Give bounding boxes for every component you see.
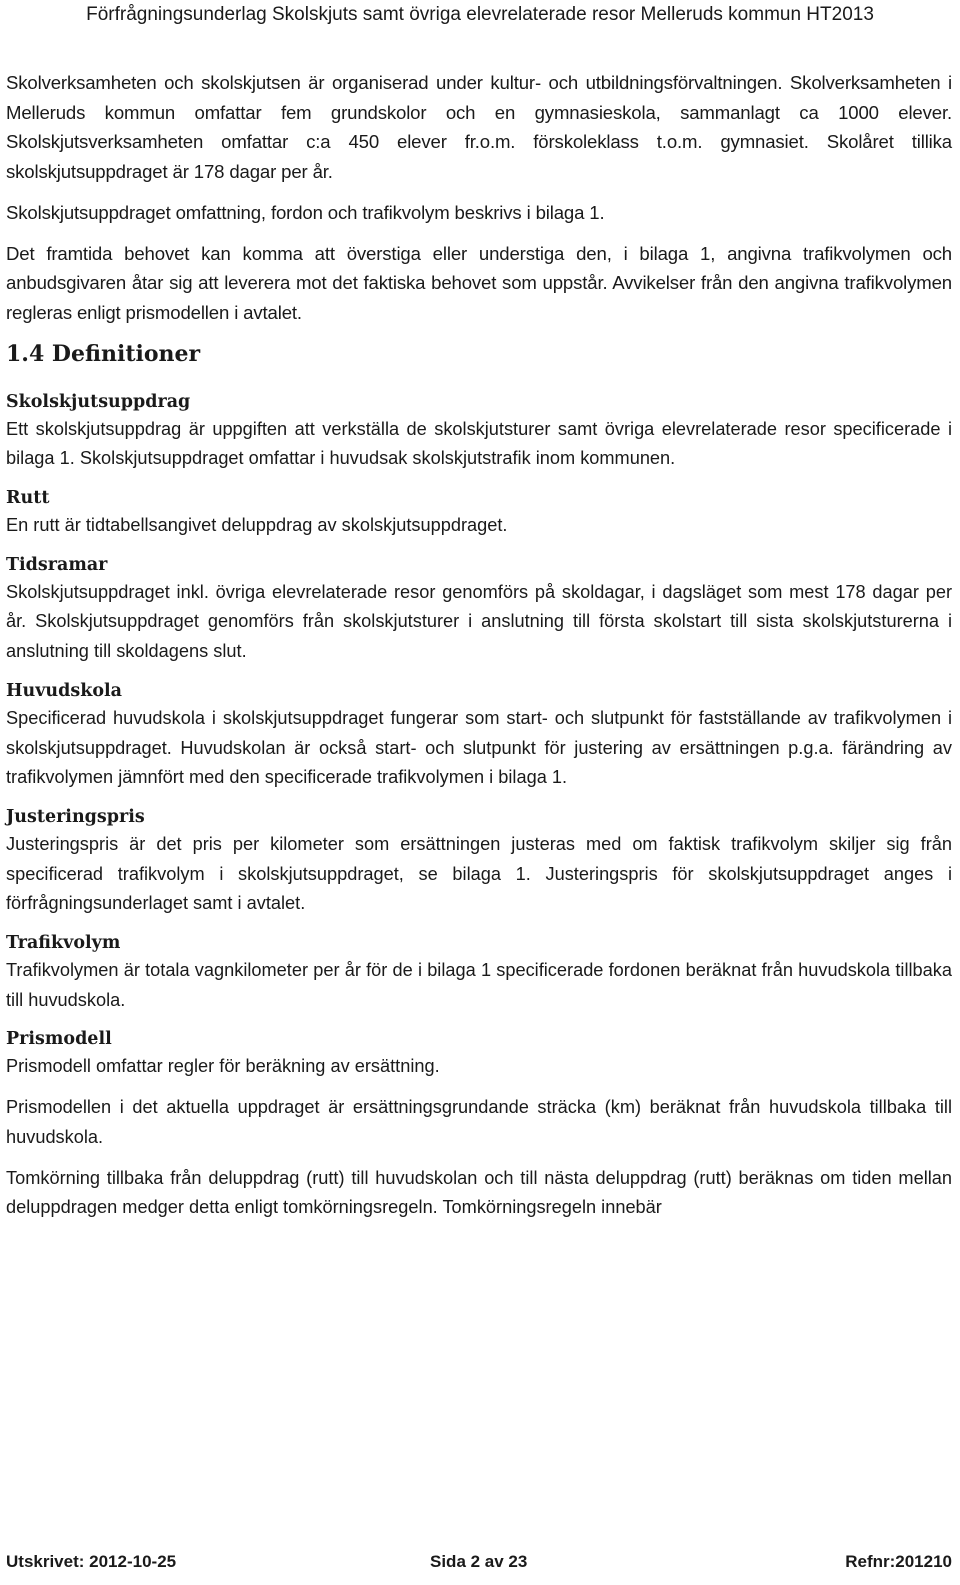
definition-text: Ett skolskjutsuppdrag är uppgiften att verkställa de skolskjutsturer samt övriga elevrelaterade resor specificerade i bilaga 1. Skolskjutsuppdraget omfattar i huvudsak skolskjutstrafik inom kommunen. xyxy=(6,418,952,469)
definition-term: Skolskjutsuppdrag xyxy=(6,391,191,412)
definition-skolskjutsuppdrag xyxy=(6,389,952,474)
definition-tidsramar xyxy=(6,552,952,667)
definition-text: Justeringspris är det pris per kilometer som ersättningen justeras med om faktisk trafikvolym skiljer sig från specificerad trafikvolym i skolskjutsuppdraget, se bilaga 1. Justeringspris för skolskjutsuppdraget anges i förfrågningsunderlaget samt i avtalet. xyxy=(6,833,952,914)
definition-term: Justeringspris xyxy=(6,806,145,827)
page-footer xyxy=(6,1550,952,1574)
definition-text: Prismodell omfattar regler för beräkning av ersättning. xyxy=(6,1056,440,1077)
intro-section xyxy=(6,68,952,328)
intro-paragraph: Skolskjutsuppdraget omfattning, fordon och trafikvolym beskrivs i bilaga 1. xyxy=(6,201,605,223)
footer-printed-date: Utskrivet: 2012-10-25 xyxy=(6,1552,177,1571)
intro-paragraph: Det framtida behovet kan komma att överstiga eller understiga den, i bilaga 1, angivna trafikvolymen och anbudsgivaren åtar sig att leverera mot det faktiska behovet som uppstår. Avvikelser från den angivna trafikvolymen regleras enligt prismodellen i avtalet. xyxy=(6,242,952,323)
definition-text: Tomkörning tillbaka från deluppdrag (rutt) till huvudskolan och till nästa deluppdrag (rutt) beräknas om tiden mellan deluppdragen medger detta enligt tomkörningsregeln. Tomkörningsregeln innebär xyxy=(6,1167,952,1218)
definition-huvudskola xyxy=(6,678,952,793)
definition-text: Specificerad huvudskola i skolskjutsuppdraget fungerar som start- och slutpunkt för fastställande av trafikvolymen i skolskjutsuppdraget. Huvudskolan är också start- och slutpunkt för justering av ersättningen p.g.a. färändring av trafikvolymen jämnfört med den specificerade trafikvolymen i bilaga 1. xyxy=(6,707,952,788)
footer-reference-number: Refnr:201210 xyxy=(845,1552,952,1571)
definition-term: Rutt xyxy=(6,488,50,509)
footer-page-number: Sida 2 av 23 xyxy=(430,1552,528,1571)
definition-term: Huvudskola xyxy=(6,680,123,701)
definition-rutt xyxy=(6,485,952,541)
page-header: Förfrågningsunderlag Skolskjuts samt övriga elevrelaterade resor Melleruds kommun HT2013 xyxy=(86,4,874,25)
definition-prismodell xyxy=(6,1026,952,1223)
definition-text: Trafikvolymen är totala vagnkilometer per år för de i bilaga 1 specificerade fordonen beräknat från huvudskola tillbaka till huvudskola. xyxy=(6,960,952,1010)
definition-text: En rutt är tidtabellsangivet deluppdrag av skolskjutsuppdraget. xyxy=(6,515,508,536)
document-body xyxy=(6,68,952,1234)
definition-term: Tidsramar xyxy=(6,554,108,575)
definition-text: Skolskjutsuppdraget inkl. övriga elevrelaterade resor genomförs på skoldagar, i dagsläget som mest 178 dagar per år. Skolskjutsuppdraget genomförs från skolskjutsturer i anslutning till första skolstart till sista skolskjutsturerna i anslutning till skoldagens slut. xyxy=(6,581,952,662)
definition-justeringspris xyxy=(6,804,952,919)
definition-text: Prismodellen i det aktuella uppdraget är ersättningsgrundande sträcka (km) beräknat från huvudskola tillbaka till huvudskola. xyxy=(6,1097,952,1147)
definition-term: Trafikvolym xyxy=(6,933,121,954)
definition-trafikvolym xyxy=(6,930,952,1015)
section-heading: 1.4 Definitioner xyxy=(6,340,201,367)
intro-paragraph: Skolverksamheten och skolskjutsen är organiserad under kultur- och utbildningsförvaltningen. Skolverksamheten i Melleruds kommun omfattar fem grundskolor och en gymnasieskola, sammanlagt ca 1000 elever. Skolskjutsverksamheten omfattar c:a 450 elever fr.o.m. förskoleklass t.o.m. gymnasiet. Skolåret tillika skolskjutsuppdraget är 178 dagar per år. xyxy=(6,72,952,183)
definition-term: Prismodell xyxy=(6,1029,112,1050)
